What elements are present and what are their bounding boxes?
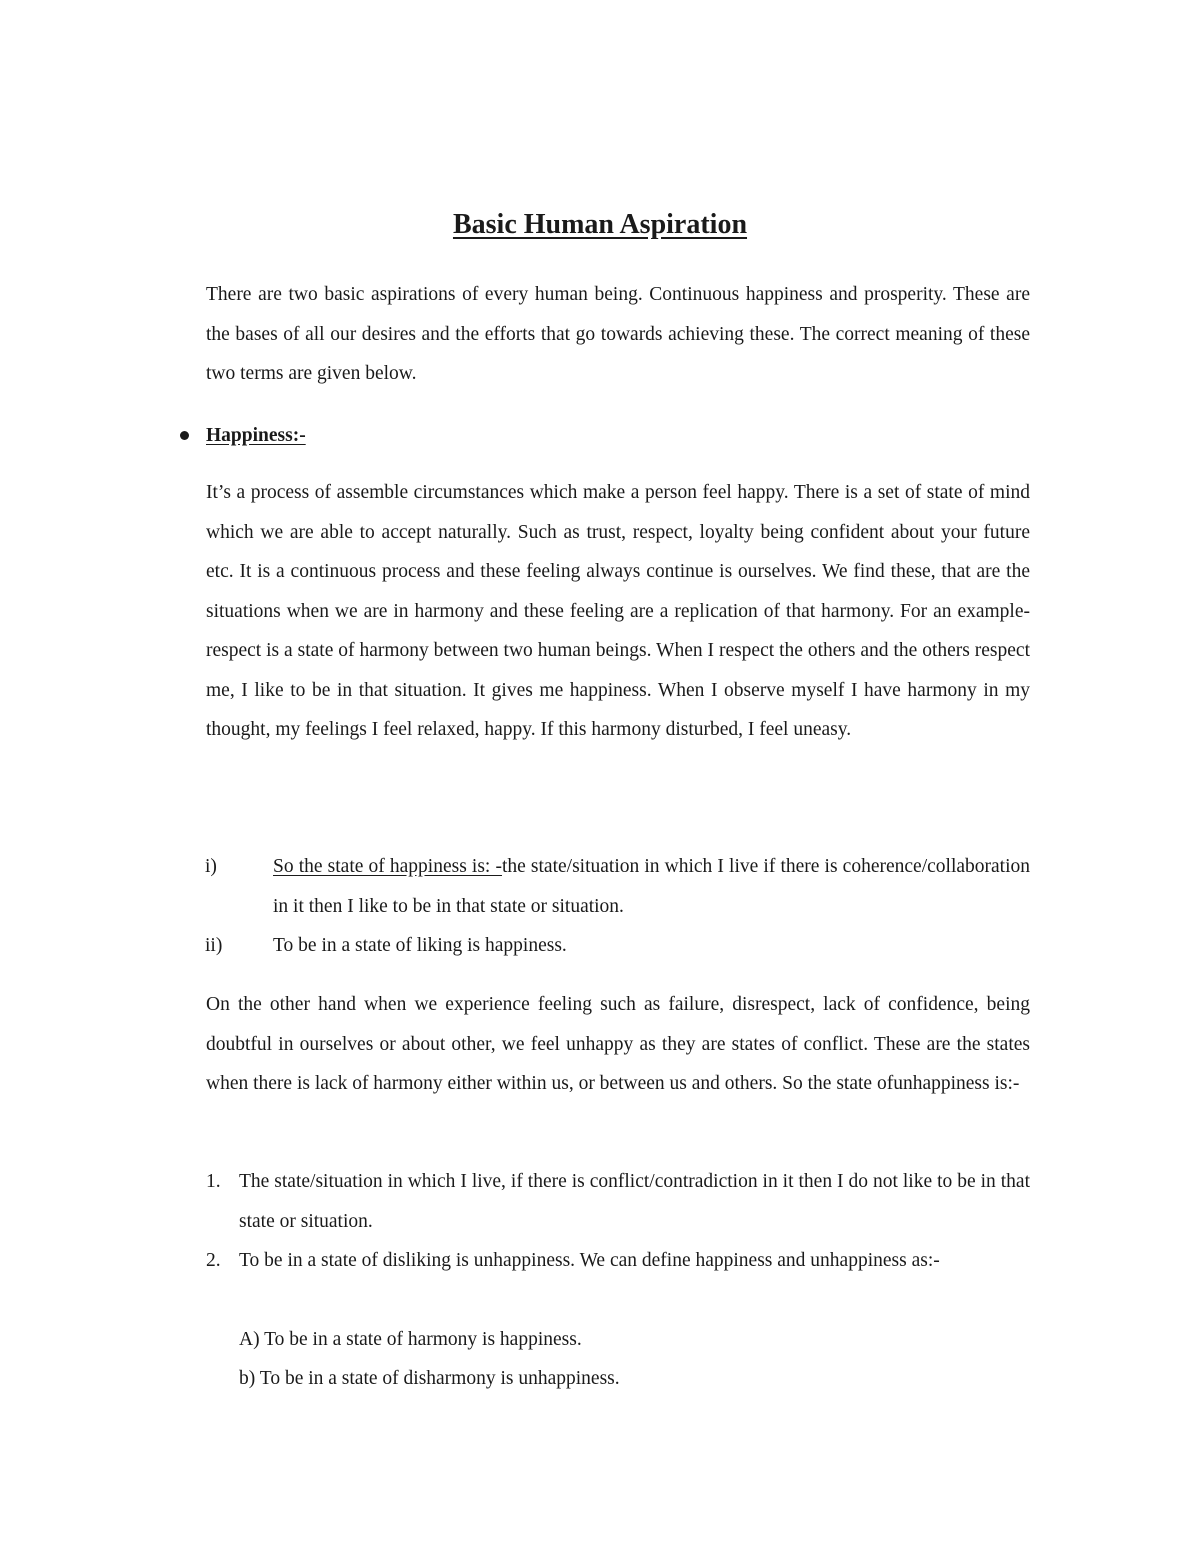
roman-item-underlined: So the state of happiness is: - — [273, 856, 502, 877]
definition-harmony: A) To be in a state of harmony is happiness. — [239, 1329, 582, 1350]
unhappiness-paragraph: On the other hand when we experience feeling such as failure, disrespect, lack of confidence, being doubtful in ourselves or about other, we feel unhappy as they are states of conflict. These are the states when there is lack of harmony either within us, or between us and others. So the state ofunhappiness is:- — [206, 994, 1030, 1094]
document-title — [0, 205, 1200, 245]
number-marker: 1. — [206, 1171, 221, 1192]
title-text: Basic Human Aspiration — [452, 209, 748, 240]
numbered-item-text: To be in a state of disliking is unhappiness. We can define happiness and unhappiness as:- — [239, 1250, 940, 1271]
roman-item-text: To be in a state of liking is happiness. — [273, 935, 567, 956]
roman-item-body: the state/situation in which I live if there is coherence/collaboration in it then I like to be in that state or situation. — [273, 856, 1030, 917]
happiness-heading-label: Happiness:- — [206, 425, 306, 446]
number-marker: 2. — [206, 1250, 221, 1271]
intro-paragraph: There are two basic aspirations of every human being. Continuous happiness and prosperity. These are the bases of all our desires and the efforts that go towards achieving these. The correct meaning of these two terms are given below. — [206, 284, 1030, 384]
happiness-paragraph: It’s a process of assemble circumstances which make a person feel happy. There is a set of state of mind which we are able to accept naturally. Such as trust, respect, loyalty being confident about your future etc. It is a continuous process and these feeling always continue is ourselves. We find these, that are the situations when we are in harmony and these feeling are a replication of that harmony. For an example- respect is a state of harmony between two human beings. When I respect the others and the others respect me, I like to be in that situation. It gives me happiness. When I observe myself I have harmony in my thought, my feelings I feel relaxed, happy. If this harmony disturbed, I feel uneasy. — [206, 482, 1030, 740]
numbered-item-text: The state/situation in which I live, if there is conflict/contradiction in it then I do not like to be in that state or situation. — [239, 1171, 1030, 1232]
roman-item-text — [273, 847, 1030, 926]
bullet-icon — [180, 431, 189, 440]
definition-disharmony: b) To be in a state of disharmony is unhappiness. — [239, 1368, 620, 1389]
roman-marker: i) — [205, 856, 217, 877]
roman-marker: ii) — [205, 935, 223, 956]
